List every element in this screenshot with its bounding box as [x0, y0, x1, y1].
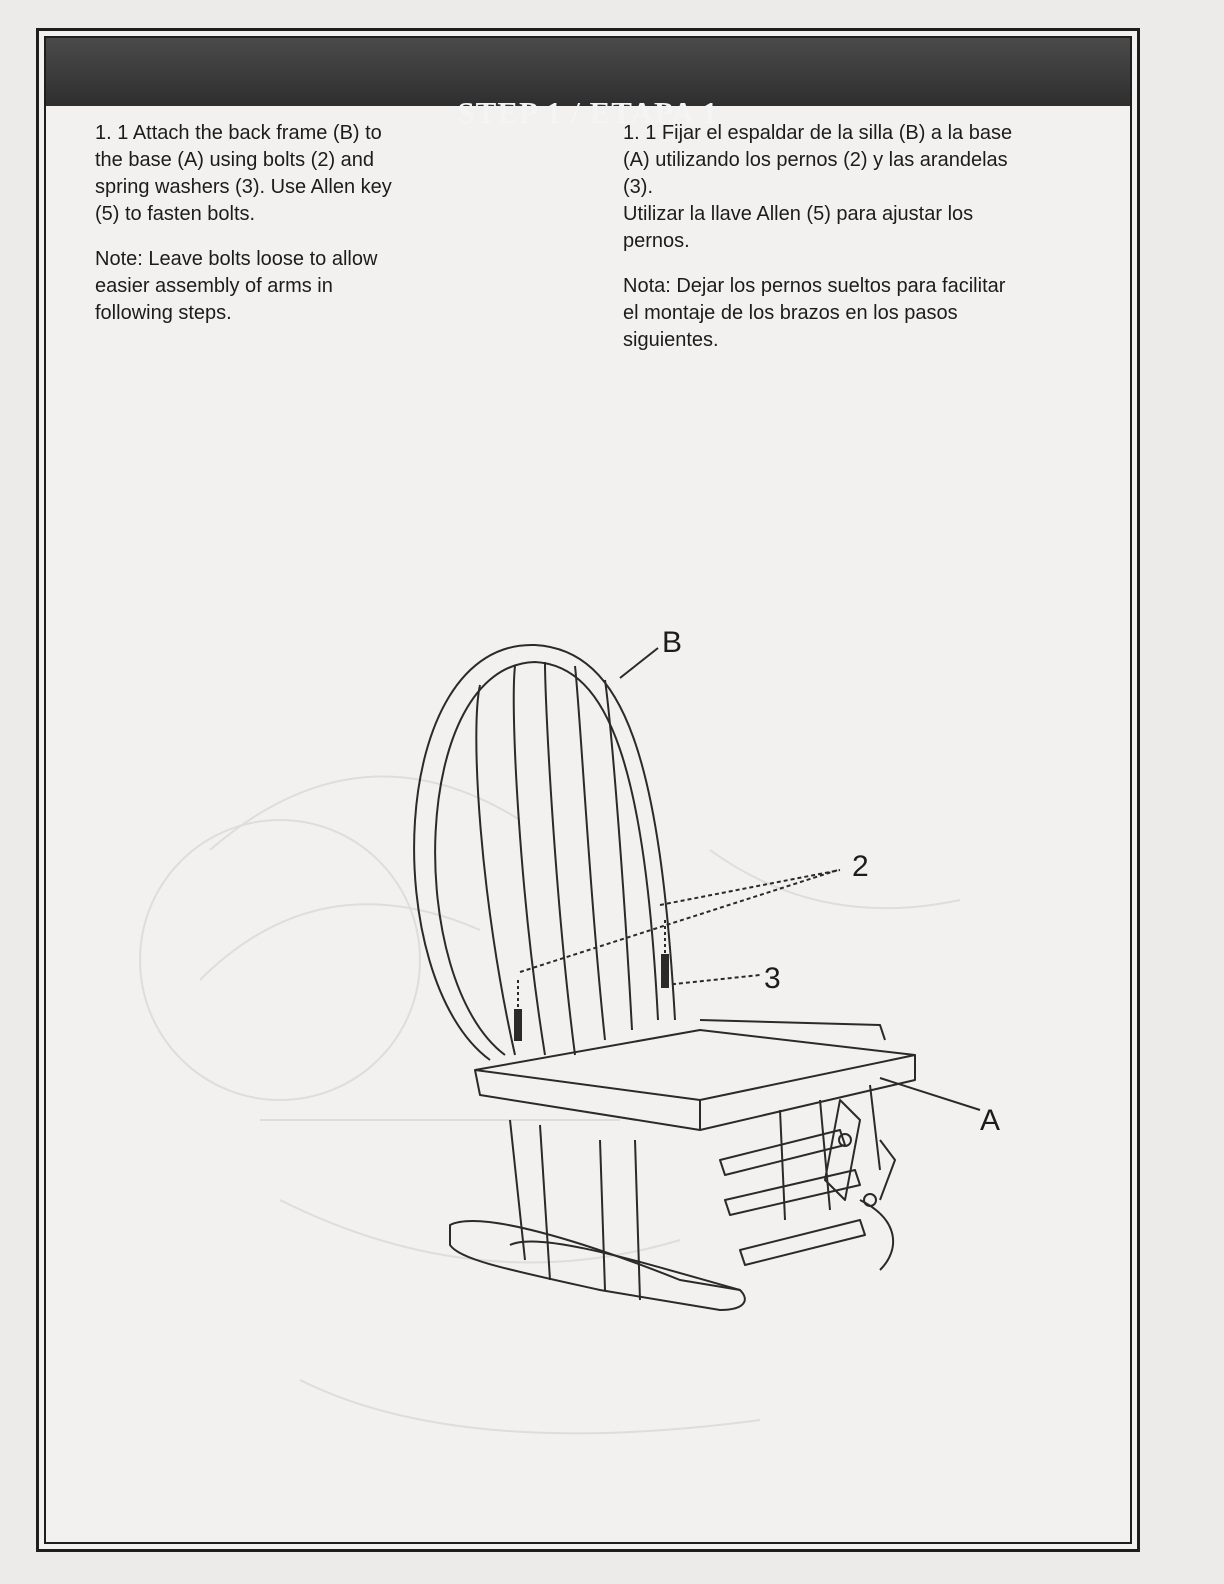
left-runner — [450, 1221, 745, 1310]
spanish-step-text: 1. 1 Fijar el espaldar de la silla (B) a la base (A) utilizando los pernos (2) y las arandelas (3). Utilizar la llave Allen (5) para ajustar los pernos. — [623, 122, 1013, 252]
label-bolt-2: 2 — [852, 850, 869, 883]
leader-line-2 — [520, 870, 838, 972]
label-washer-3: 3 — [764, 962, 781, 995]
spacer — [95, 228, 515, 246]
spacer — [623, 255, 1123, 273]
label-back-frame-b: B — [662, 626, 683, 659]
leader-line-b — [620, 648, 658, 678]
right-runner — [510, 1241, 740, 1290]
leader-line-2b — [660, 870, 840, 905]
step-title: STEP 1 / ETAPA 1 — [457, 95, 719, 130]
english-step-text: 1. 1 Attach the back frame (B) to the base (A) using bolts (2) and spring washers (3). Use Allen key (5) to fasten bolts. — [95, 122, 392, 225]
leader-line-3 — [665, 975, 760, 985]
glider-chair-assembly-diagram — [180, 600, 1120, 1500]
seat-front — [475, 1070, 700, 1130]
english-instructions — [95, 120, 515, 327]
back-frame-outline — [414, 645, 675, 1060]
english-note-text: Note: Leave bolts loose to allow easier assembly of arms in following steps. — [95, 248, 378, 324]
spanish-instructions — [623, 120, 1123, 354]
leader-line-a — [880, 1078, 980, 1110]
step-header — [46, 38, 1130, 130]
spanish-note-text: Nota: Dejar los pernos sueltos para facilitar el montaje de los brazos en los pasos siguientes. — [623, 275, 1006, 351]
seat-top — [475, 1030, 915, 1100]
label-base-a: A — [980, 1104, 1001, 1137]
